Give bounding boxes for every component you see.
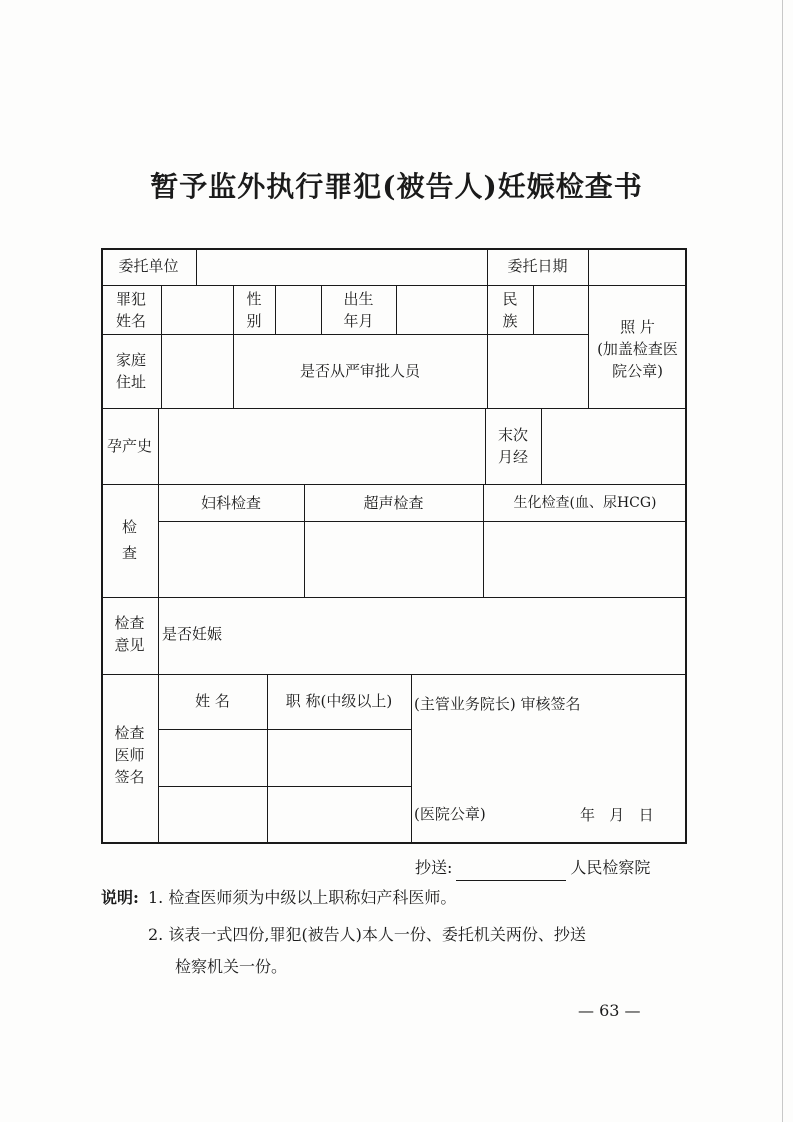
col-divider xyxy=(158,597,159,674)
label-line: 检 xyxy=(121,518,137,536)
row-divider xyxy=(158,521,687,522)
label-line: 族 xyxy=(502,312,518,330)
address-label xyxy=(101,349,161,393)
gender-label xyxy=(233,288,275,332)
label-line: 查 xyxy=(121,544,137,562)
opinion-label xyxy=(101,612,158,656)
label-line: 意见 xyxy=(114,636,145,654)
col-divider xyxy=(275,285,276,334)
label-line: 住址 xyxy=(115,373,146,391)
doctor-name-label: 姓 名 xyxy=(195,692,230,710)
pregnant-label: 是否妊娠 xyxy=(162,625,223,643)
criminal-name-label xyxy=(101,288,161,332)
strict-approval-label: 是否从严审批人员 xyxy=(299,362,420,380)
row-divider xyxy=(101,484,687,485)
label-line: 签名 xyxy=(114,768,145,786)
label-line: 末次 xyxy=(497,426,528,444)
label-line: 民 xyxy=(502,290,518,308)
col-divider xyxy=(196,248,197,285)
label-line: 姓名 xyxy=(115,312,146,330)
label-line: 罪犯 xyxy=(115,290,146,308)
entrusting-date-label: 委托日期 xyxy=(507,257,568,275)
cc-label: 抄送: xyxy=(415,858,453,877)
label-line: 检查 xyxy=(114,614,145,632)
cc-suffix: 人民检察院 xyxy=(570,858,651,877)
col-divider xyxy=(541,408,542,484)
label-line: 医师 xyxy=(114,746,145,764)
col-divider xyxy=(158,408,159,484)
row-divider xyxy=(101,285,687,286)
row-divider xyxy=(158,786,411,787)
label-line: 院公章) xyxy=(612,362,663,380)
row-divider xyxy=(101,334,588,335)
doctor-title-label: 职 称(中级以上) xyxy=(285,692,393,710)
notes-label: 说明: xyxy=(101,888,139,907)
label-line: 家庭 xyxy=(115,351,146,369)
date-label: 年 月 日 xyxy=(580,806,654,824)
ultrasound-label: 超声检查 xyxy=(363,494,424,512)
row-divider xyxy=(101,408,687,409)
label-line: 月经 xyxy=(497,448,528,466)
label-line: 检查 xyxy=(114,724,145,742)
label-line: (加盖检查医 xyxy=(597,340,678,358)
col-divider xyxy=(533,285,534,334)
label-line: 性 xyxy=(246,290,262,308)
biochem-label: 生化检查(血、尿HCG) xyxy=(513,495,657,511)
label-line: 别 xyxy=(246,312,262,330)
note-item: 检察机关一份。 xyxy=(175,957,288,976)
entrusting-unit-label: 委托单位 xyxy=(118,257,179,275)
page-number: — 63 — xyxy=(578,1001,641,1020)
row-divider xyxy=(101,674,687,675)
col-divider xyxy=(161,285,162,408)
ethnicity-label xyxy=(487,288,533,332)
last-period-label xyxy=(485,424,541,468)
pregnancy-history-label: 孕产史 xyxy=(106,437,152,455)
label-line: 照 片 xyxy=(620,318,655,336)
director-sign-label: (主管业务院长) 审核签名 xyxy=(414,695,581,713)
note-item: 1. 检查医师须为中级以上职称妇产科医师。 xyxy=(148,888,457,907)
birth-label xyxy=(321,288,396,332)
photo-label xyxy=(588,316,687,382)
hospital-seal-label: (医院公章) xyxy=(414,805,486,823)
cc-blank xyxy=(456,862,566,881)
col-divider xyxy=(411,674,412,844)
page-title: 暂予监外执行罪犯(被告人)妊娠检查书 xyxy=(150,170,643,203)
note-item: 2. 该表一式四份,罪犯(被告人)本人一份、委托机关两份、抄送 xyxy=(148,925,586,944)
doctor-sign-label xyxy=(101,722,158,788)
cc-line xyxy=(415,855,650,881)
col-divider xyxy=(396,285,397,334)
exam-label xyxy=(101,516,158,564)
label-line: 出生 xyxy=(343,290,374,308)
gyn-exam-label: 妇科检查 xyxy=(200,494,261,512)
row-divider xyxy=(158,729,411,730)
label-line: 年月 xyxy=(343,312,374,330)
row-divider xyxy=(101,597,687,598)
